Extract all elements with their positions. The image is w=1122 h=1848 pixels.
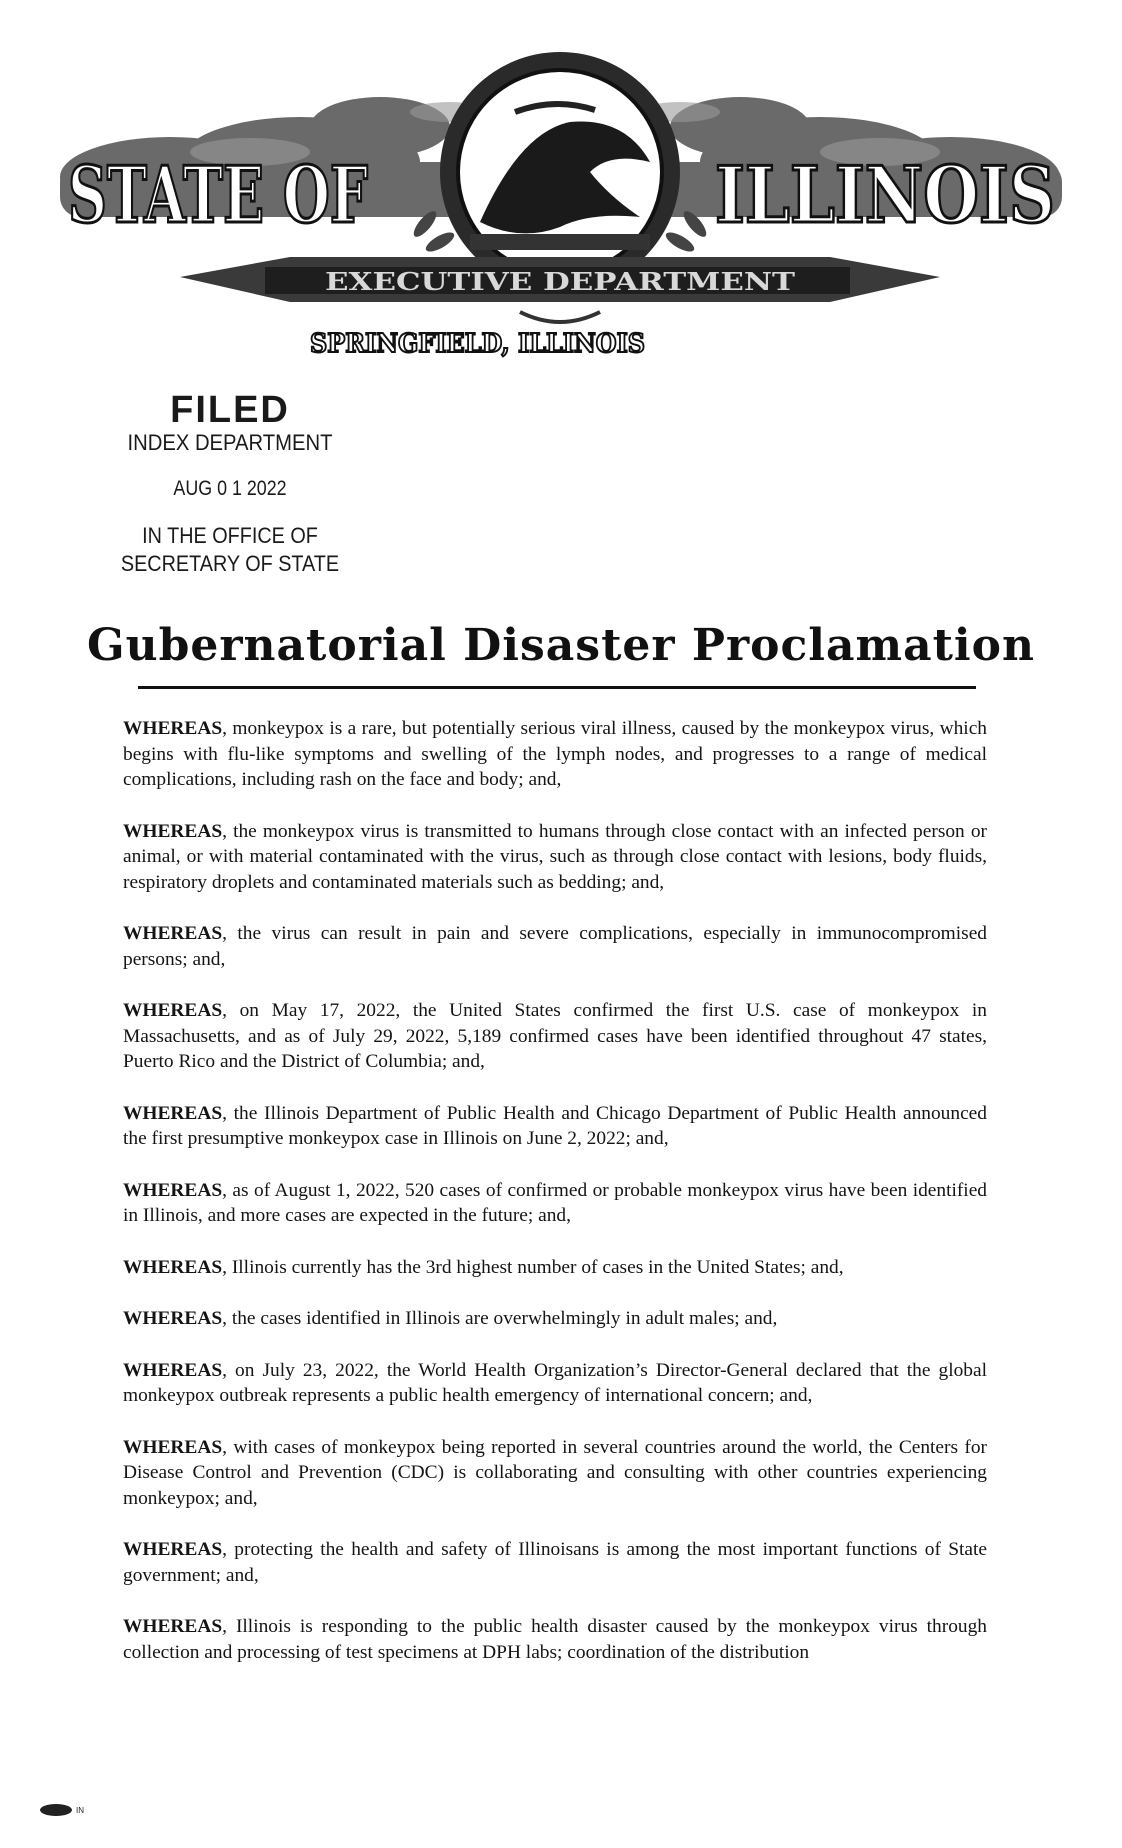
whereas-paragraph (123, 1255, 987, 1281)
whereas-lead: WHEREAS (123, 1359, 223, 1381)
union-label-text: IN (76, 1806, 84, 1815)
whereas-paragraph (123, 1537, 987, 1588)
whereas-paragraph (123, 819, 987, 896)
proclamation-body (123, 716, 987, 1691)
whereas-paragraph (123, 1306, 987, 1332)
svg-text:STATE OF: STATE OF (68, 150, 368, 241)
filed-date: AUG 0 1 2022 (173, 477, 287, 500)
whereas-text: , the virus can result in pain and severe complications, especially in immunocompromised persons; and, (123, 923, 987, 970)
filed-office-line-2: SECRETARY OF STATE (120, 551, 340, 576)
union-label-icon (34, 1802, 90, 1818)
whereas-lead: WHEREAS (123, 820, 223, 842)
whereas-text: , protecting the health and safety of Illinoisans is among the most important functions of State government; and, (123, 1539, 987, 1586)
proclamation-title: Gubernatorial Disaster Proclamation (87, 620, 1035, 671)
whereas-text: , as of August 1, 2022, 520 cases of confirmed or probable monkeypox virus have been identified in Illinois, and more cases are expected in the future; and, (123, 1179, 987, 1226)
whereas-lead: WHEREAS (123, 923, 223, 944)
filed-office-line-1: IN THE OFFICE OF (142, 523, 318, 548)
whereas-text: , Illinois currently has the 3rd highest number of cases in the United States; and, (222, 1256, 844, 1278)
whereas-lead: WHEREAS (123, 1436, 223, 1458)
whereas-paragraph (123, 716, 987, 793)
whereas-lead: WHEREAS (123, 1616, 223, 1637)
whereas-lead: WHEREAS (123, 1102, 223, 1124)
whereas-paragraph (123, 1101, 987, 1152)
whereas-lead: WHEREAS (123, 1256, 223, 1278)
state-of-illinois-letterhead (50, 12, 1072, 412)
whereas-lead: WHEREAS (123, 718, 223, 739)
whereas-text: , monkeypox is a rare, but potentially serious viral illness, caused by the monkeypox virus, which begins with flu-like symptoms and swelling of the lymph nodes, and progresses to a range of medical complications, including rash on the face and body; and, (123, 718, 987, 790)
filed-office (109, 522, 352, 578)
whereas-text: , on July 23, 2022, the World Health Organization’s Director-General declared that the global monkeypox outbreak represents a public health emergency of international concern; and, (123, 1359, 987, 1406)
whereas-text: , with cases of monkeypox being reported in several countries around the world, the Centers for Disease Control and Prevention (CDC) is collaborating and consulting with other countries experiencing monkeypox; and, (123, 1436, 987, 1509)
filed-stamp (95, 390, 365, 578)
whereas-text: , Illinois is responding to the public health disaster caused by the monkeypox virus through collection and processing of test specimens at DPH labs; coordination of the distribution (123, 1616, 987, 1663)
whereas-text: , the monkeypox virus is transmitted to humans through close contact with an infected person or animal, or with material contaminated with the virus, such as through close contact with lesions, body fluids, respiratory droplets and contaminated materials such as bedding; and, (123, 820, 987, 893)
whereas-lead: WHEREAS (123, 1000, 223, 1021)
whereas-text: , on May 17, 2022, the United States confirmed the first U.S. case of monkeypox in Massachusetts, and as of July 29, 2022, 5,189 confirmed cases have been identified throughout 47 states, Puerto Rico and the District of Columbia; and, (123, 1000, 987, 1072)
filed-title: FILED (170, 389, 290, 431)
whereas-paragraph (123, 1435, 987, 1512)
whereas-text: , the Illinois Department of Public Health and Chicago Department of Public Health announced the first presumptive monkeypox case in Illinois on June 2, 2022; and, (123, 1102, 987, 1149)
banner-scroll-ornament (520, 312, 600, 322)
whereas-lead: WHEREAS (123, 1308, 223, 1329)
executive-department-banner (180, 257, 940, 302)
whereas-paragraph (123, 1178, 987, 1229)
svg-text:ILLINOIS: ILLINOIS (715, 150, 1055, 241)
whereas-paragraph (123, 998, 987, 1075)
springfield-illinois-label: SPRINGFIELD, ILLINOIS (310, 329, 645, 359)
whereas-text: , the cases identified in Illinois are overwhelmingly in adult males; and, (222, 1308, 778, 1329)
whereas-lead: WHEREAS (123, 1539, 223, 1560)
whereas-lead: WHEREAS (123, 1179, 223, 1201)
title-underline (138, 686, 976, 689)
whereas-paragraph (123, 1358, 987, 1409)
whereas-paragraph (123, 1614, 987, 1665)
filed-department: INDEX DEPARTMENT (127, 430, 333, 455)
svg-text:EXECUTIVE DEPARTMENT: EXECUTIVE DEPARTMENT (325, 267, 796, 296)
state-seal-medallion (440, 52, 680, 292)
whereas-paragraph (123, 921, 987, 972)
